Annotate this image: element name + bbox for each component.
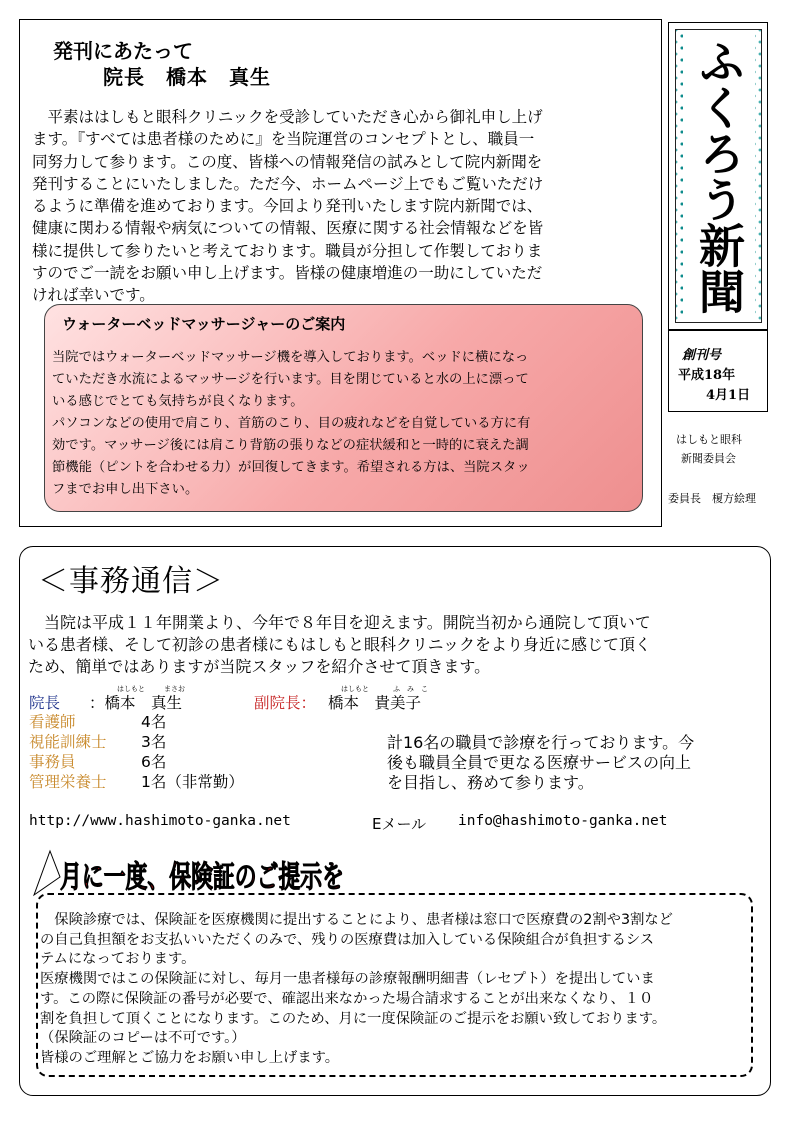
staff-role: 管理栄養士	[29, 773, 107, 791]
insurance-notice-body	[40, 911, 752, 1069]
greeting-author: 院長 橋本 真生	[103, 65, 271, 89]
furigana: はしもと	[117, 685, 145, 693]
publisher-clinic: はしもと眼科	[676, 433, 742, 446]
staff-role: 視能訓練士	[29, 733, 107, 751]
publisher-committee: 新聞委員会	[681, 452, 736, 465]
greeting-line: ます。『すべては患者様のために』を当院運営のコンセプトとし、職員一	[32, 130, 535, 149]
issue-year: 平成18年	[678, 368, 736, 383]
newspaper-title: ふくろう新聞	[683, 30, 755, 322]
greeting-line: 同努力して参ります。この度、皆様への情報発信の試みとして院内新聞を	[32, 152, 543, 171]
greeting-line: 発刊することにいたしました。ただ今、ホームページ上でもご覧いただけ	[32, 174, 544, 193]
vice-director-label: 副院長：	[254, 694, 317, 712]
email-label: Eメール	[372, 815, 427, 833]
greeting-line: すのでご一読をお願い申し上げます。皆様の健康増進の一助にしていただ	[32, 264, 543, 283]
committee-chief: 委員長 榎方絵理	[668, 492, 756, 505]
massage-notice-title: ウォーターベッドマッサージャーのご案内	[62, 315, 346, 333]
intro-line: いる患者様、そして初診の患者様にもはしもと眼科クリニックをより身近に感じて頂く	[28, 635, 652, 654]
email-link[interactable]: info@hashimoto-ganka.net	[458, 813, 668, 829]
staff-count: 6名	[141, 753, 167, 771]
massage-notice-body	[52, 347, 642, 501]
issue-label: 創刊号	[682, 348, 722, 363]
greeting-line: ければ幸いです。	[32, 286, 155, 305]
staff-count: 3名	[141, 733, 167, 751]
massage-line: フまでお申し出下さい。	[52, 482, 199, 497]
massage-line: 節機能（ピントを合わせる力）が回復してきます。希望される方は、当院スタッ	[52, 460, 530, 475]
insurance-line: テムになっております。	[40, 951, 196, 968]
insurance-line: の自己負担額をお支払いいただくのみで、残りの医療費は加入している保険組合が負担するシス	[40, 931, 655, 948]
staff-summary	[387, 733, 762, 793]
banner-flourish	[34, 851, 60, 895]
office-news-title: ＜事務通信＞	[38, 564, 224, 599]
vice-director-name: 橋本 貴美子	[328, 694, 422, 712]
website-link[interactable]: http://www.hashimoto-ganka.net	[29, 813, 291, 829]
summary-line: 後も職員全員で更なる医療サービスの向上	[387, 753, 692, 772]
massage-line: いる感じでとても気持ちが良くなります。	[52, 394, 304, 409]
director-name: ：橋本 真生	[89, 694, 183, 712]
massage-line: 当院ではウォーターベッドマッサージ機を導入しております。ベッドに横になっ	[52, 350, 529, 365]
summary-line: 計16名の職員で診療を行っております。今	[387, 733, 695, 752]
insurance-line: 保険診療では、保険証を医療機関に提出することにより、患者様は窓口で医療費の2割や3割など	[40, 912, 673, 928]
greeting-line: 様に提供して参りたいと考えております。職員が分担して作製しておりま	[32, 241, 543, 260]
issue-date: 4月1日	[706, 388, 751, 403]
intro-line: 当院は平成１１年開業より、今年で８年目を迎えます。開院当初から通院して頂いて	[28, 613, 651, 632]
greeting-line: 健康に関わる情報や病気についての情報、医療に関する社会情報などを皆	[32, 219, 544, 238]
staff-count: 1名（非常勤）	[141, 773, 244, 791]
greeting-title: 発刊にあたって	[53, 39, 193, 63]
director-label: 院長	[29, 694, 61, 712]
massage-line: 効です。マッサージ後には肩こり背筋の張りなどの症状緩和と一時的に衰えた調	[52, 438, 529, 453]
greeting-body	[32, 106, 654, 307]
massage-line: パソコンなどの使用で肩こり、首筋のこり、目の疲れなどを自覚している方に有	[52, 416, 531, 431]
furigana: はしもと	[341, 685, 369, 693]
office-news-intro	[28, 612, 768, 678]
insurance-line: （保険証のコピーは不可です。）	[40, 1030, 246, 1047]
furigana: ふ み こ	[393, 685, 428, 693]
furigana: まさお	[164, 685, 185, 693]
massage-line: ていただき水流によるマッサージを行います。目を閉じていると水の上に漂って	[52, 372, 529, 387]
insurance-line: 皆様のご理解とご協力をお願い申し上げます。	[40, 1049, 340, 1066]
insurance-line: 医療機関ではこの保険証に対し、毎月一患者様毎の診療報酬明細書（レセプト）を提出していま	[40, 971, 655, 988]
insurance-banner-text: 月に一度、保険証のご提示を	[60, 860, 344, 895]
greeting-line: 平素ははしもと眼科クリニックを受診していただき心から御礼申し上げ	[32, 108, 543, 126]
summary-line: を目指し、務めて参ります。	[387, 773, 594, 792]
staff-role: 看護師	[29, 713, 76, 731]
staff-role: 事務員	[29, 753, 76, 771]
greeting-line: るように準備を進めております。今回より発刊いたします院内新聞では、	[32, 197, 543, 216]
intro-line: ため、簡単ではありますが当院スタッフを紹介させて頂きます。	[28, 657, 491, 676]
staff-count: 4名	[141, 713, 167, 731]
insurance-line: 割を負担して頂くことになります。このため、月に一度保険証のご提示をお願い致しております。	[40, 1010, 667, 1027]
insurance-line: す。この際に保険証の番号が必要で、確認出来なかった場合請求することが出来なくなり、１０	[40, 990, 654, 1007]
